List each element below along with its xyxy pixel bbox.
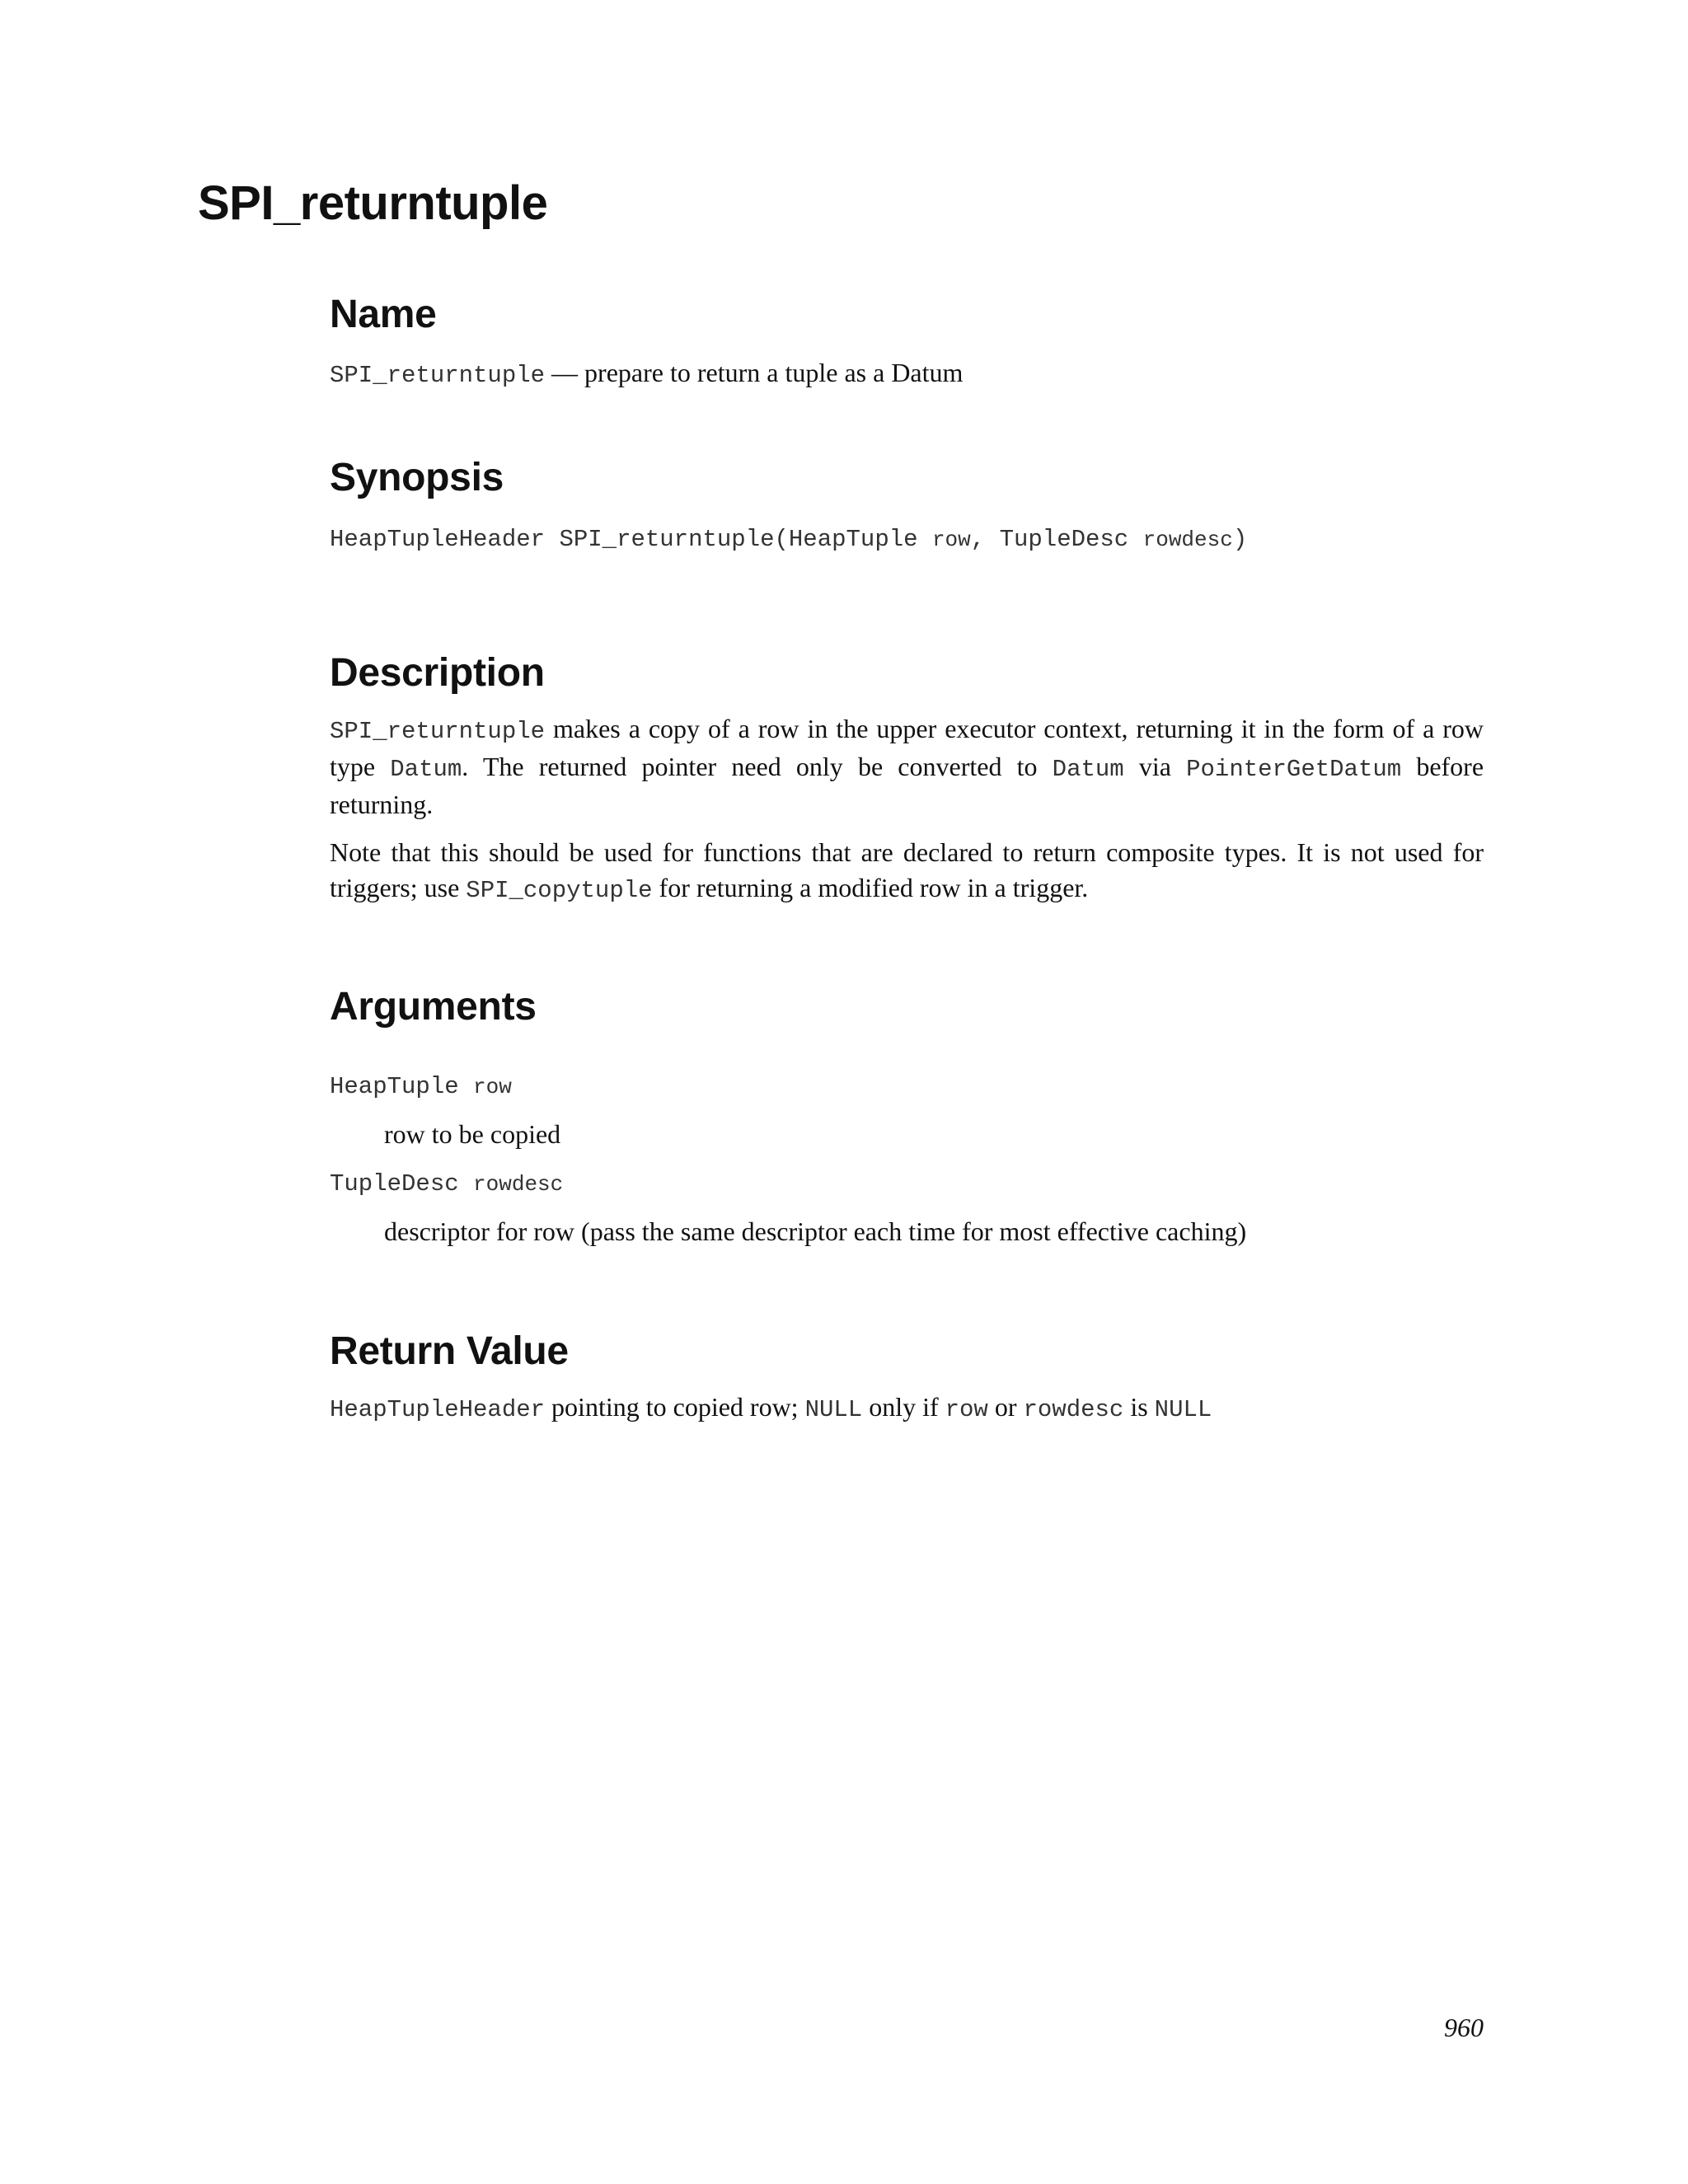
- name-line: [330, 355, 1484, 393]
- synopsis-func: SPI_returntuple(: [559, 526, 789, 553]
- desc-code-2: Datum: [390, 756, 462, 783]
- description-heading: Description: [330, 651, 545, 695]
- description-para-1: SPI_returntuple makes a copy of a row in the upper executor context, returning it in the form of a row type Datum. The returned pointer need only be converted to Datum via PointerGetDatum before returning.: [330, 714, 1484, 819]
- desc-code-3: Datum: [1052, 756, 1124, 783]
- name-section: [330, 295, 1484, 393]
- name-heading: Name: [330, 293, 437, 336]
- arg-desc-1: row to be copied: [384, 1119, 561, 1149]
- desc-code-4: PointerGetDatum: [1186, 756, 1402, 783]
- synopsis-p2-type: TupleDesc: [999, 526, 1129, 553]
- return-value-section: [330, 1329, 1484, 1427]
- synopsis-p1-type: HeapTuple: [788, 526, 918, 553]
- description-section: [330, 651, 1484, 908]
- desc-code-1: SPI_returntuple: [330, 718, 546, 745]
- synopsis-section: [330, 458, 1484, 558]
- page-title: SPI_returntuple: [198, 176, 548, 230]
- arg-term-2: TupleDesc rowdesc: [330, 1170, 564, 1197]
- arguments-section: [330, 987, 1484, 1249]
- arguments-heading: Arguments: [330, 985, 537, 1029]
- synopsis-code: [330, 519, 1484, 558]
- desc-code-5: SPI_copytuple: [466, 877, 653, 904]
- page-number: 960: [1444, 2013, 1484, 2042]
- arg-term-1: HeapTuple row: [330, 1073, 512, 1100]
- return-value-text: HeapTupleHeader pointing to copied row; NULL only if row or rowdesc is NULL: [330, 1392, 1212, 1423]
- synopsis-close: ): [1232, 526, 1248, 553]
- synopsis-heading: Synopsis: [330, 456, 504, 499]
- synopsis-p1-name: row: [931, 527, 971, 552]
- return-value-heading: Return Value: [330, 1329, 569, 1373]
- synopsis-ret-type: HeapTupleHeader: [330, 526, 546, 553]
- name-func: SPI_returntuple: [330, 362, 546, 389]
- name-desc: — prepare to return a tuple as a Datum: [545, 358, 964, 387]
- synopsis-p2-name: rowdesc: [1142, 527, 1233, 552]
- arg-desc-2: descriptor for row (pass the same descriptor each time for most effective caching): [384, 1216, 1247, 1246]
- description-para-2: Note that this should be used for functions that are declared to return composite types. It is not used for triggers; use SPI_copytuple for returning a modified row in a trigger.: [330, 837, 1484, 904]
- synopsis-sep: ,: [970, 526, 986, 553]
